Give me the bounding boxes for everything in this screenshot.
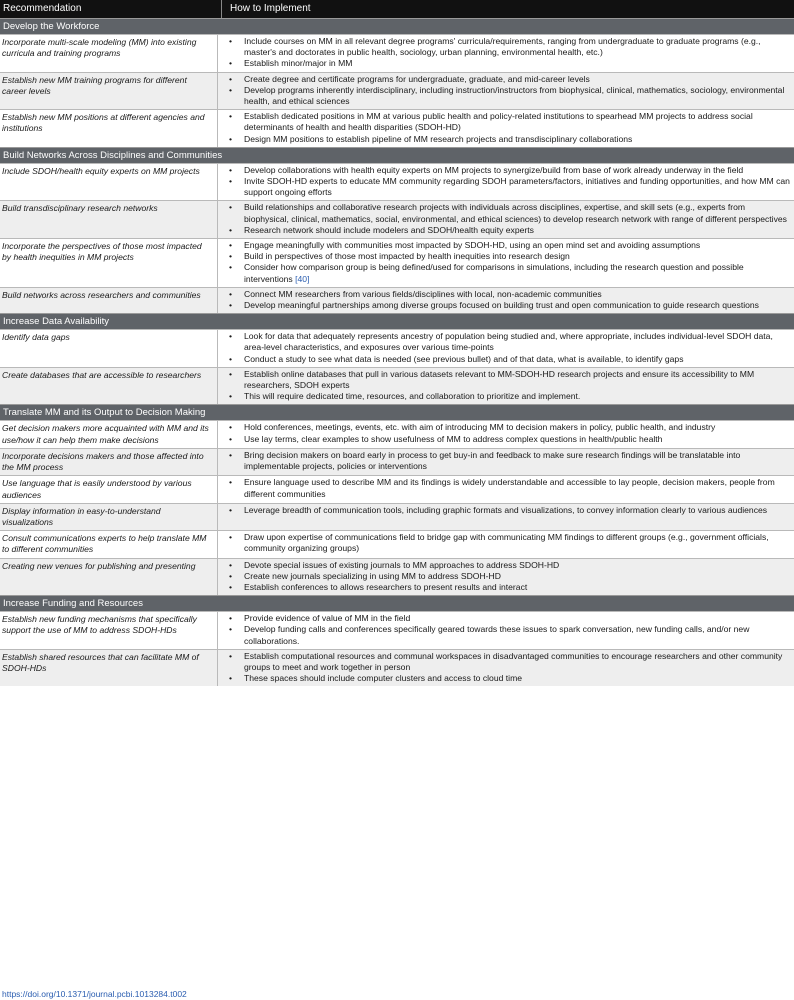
list-item-text: Establish conferences to allows researchers to present results and interact [244,581,528,592]
list-item-text: Invite SDOH-HD experts to educate MM community regarding SDOH parameters/factors, initiatives and funding opportunities, and how MM can support ongoing efforts [244,176,790,198]
list-item-text: Look for data that adequately represents ancestry of population being studied and, where appropriate, includes individual-level SDOH data, area-level characteristics, and exposures over various time-points [244,331,773,353]
list-item-text: Engage meaningfully with communities most impacted by SDOH-HD, using an open mind set and avoiding assumptions [244,240,701,251]
list-item-text: Establish computational resources and communal workspaces in disadvantaged communities to encourage researchers and other community groups to meet and work together in person [244,650,783,672]
list-item-text: Establish dedicated positions in MM at various public health and policy-related institutions to spearhead MM projects to address social determinants of health and health disparities (SDOH-HD) [244,111,753,133]
table-row [0,530,794,557]
list-item-text: Build relationships and collaborative research projects with individuals across disciplines, expertise, and skill sets (e.g., experts from biophysical, clinical, mathematics, social, environmental, and ethical sciences) to develop research network with range of different perspectives [244,202,787,224]
implementation-cell [218,559,794,596]
table-row [0,200,794,238]
table-row [0,238,794,287]
list-item-text: Establish online databases that pull in various datasets relevant to MM-SDOH-HD research projects and ensure its accessibility to MM researchers, SDOH experts [244,368,755,391]
list-item [222,571,790,582]
implementation-cell [218,421,794,447]
implementation-list [222,505,790,516]
recommendation-cell: Consult communications experts to help translate MM to different communities [0,531,218,557]
table-row [0,649,794,687]
table-row [0,558,794,596]
table-row [0,34,794,72]
implementation-cell [218,110,794,147]
table-row [0,420,794,447]
list-item-text: Include courses on MM in all relevant degree programs' curricula/requirements, ranging from undergraduate to graduate programs (e.g., master's and doctorates in public health, sociology, urban planning, environmental health, etc.) [244,36,761,58]
implementation-cell [218,73,794,110]
list-item-text: Create new journals specializing in using MM to address SDOH-HD [244,570,501,581]
list-item [222,369,790,391]
implementation-list [222,369,790,403]
list-item [222,331,790,353]
list-item-text: Use lay terms, clear examples to show usefulness of MM to address complex questions in health/public health [244,433,663,444]
implementation-cell [218,368,794,405]
header-recommendation: Recommendation [0,0,222,18]
recommendation-cell: Establish shared resources that can facilitate MM of SDOH-HDs [0,650,218,687]
list-item [222,434,790,445]
list-item [222,624,790,646]
table-body [0,18,794,686]
list-item [222,262,790,284]
recommendation-cell: Establish new MM positions at different agencies and institutions [0,110,218,147]
list-item [222,354,790,365]
list-item-text: Build in perspectives of those most impacted by health inequities into research design [244,251,570,262]
recommendation-cell: Establish new MM training programs for different career levels [0,73,218,110]
list-item-text: Connect MM researchers from various fields/disciplines with local, non-academic communities [244,288,602,299]
implementation-list [222,532,790,554]
implementation-list [222,560,790,594]
implementation-list [222,165,790,199]
list-item-text: Consider how comparison group is being defined/used for comparisons in simulations, including the research question and possible interventions [244,262,744,284]
list-item-text: Develop meaningful partnerships among diverse groups focused on building trust and open communication to guide research questions [244,300,759,311]
recommendation-cell: Get decision makers more acquainted with MM and its use/how it can help them make decisions [0,421,218,447]
implementation-list [222,289,790,311]
recommendation-cell: Display information in easy-to-understand visualizations [0,504,218,530]
list-item [222,673,790,684]
implementation-cell [218,476,794,502]
list-item [222,560,790,571]
implementation-cell [218,330,794,367]
list-item-text: Devote special issues of existing journals to MM approaches to address SDOH-HD [244,559,560,570]
section-header: Translate MM and its Output to Decision Making [0,404,794,420]
implementation-list [222,240,790,285]
recommendation-cell: Use language that is easily understood by various audiences [0,476,218,502]
source-doi-link[interactable]: https://doi.org/10.1371/journal.pcbi.1013284.t002 [2,989,187,999]
recommendation-cell: Incorporate the perspectives of those most impacted by health inequities in MM projects [0,239,218,287]
list-item [222,74,790,85]
list-item-text: Establish minor/major in MM [244,58,353,69]
implementation-list [222,36,790,70]
list-item [222,176,790,198]
implementation-list [222,613,790,647]
implementation-cell [218,239,794,287]
list-item [222,422,790,433]
list-item [222,289,790,300]
list-item [222,251,790,262]
list-item [222,505,790,516]
implementation-list [222,477,790,499]
implementation-cell [218,531,794,557]
list-item [222,225,790,236]
table-row [0,367,794,405]
implementation-cell [218,504,794,530]
list-item-text: Provide evidence of value of MM in the field [244,613,411,624]
list-item [222,477,790,499]
table-row [0,503,794,530]
section-header: Increase Data Availability [0,313,794,329]
citation-link[interactable]: [40] [295,273,310,284]
recommendation-cell: Incorporate multi-scale modeling (MM) into existing curricula and training programs [0,35,218,72]
section-header: Develop the Workforce [0,18,794,34]
implementation-list [222,202,790,236]
table-row [0,287,794,313]
table-header [0,0,794,18]
implementation-list [222,331,790,365]
section-header: Build Networks Across Disciplines and Communities [0,147,794,163]
recommendation-cell: Include SDOH/health equity experts on MM projects [0,164,218,201]
list-item-text: Hold conferences, meetings, events, etc. with aim of introducing MM to decision makers in policy, public health, and industry [244,422,716,433]
recommendation-cell: Create databases that are accessible to researchers [0,368,218,405]
list-item-text: Conduct a study to see what data is needed (see previous bullet) and of that data, what is available, to identify gaps [244,353,684,364]
list-item [222,582,790,593]
list-item [222,240,790,251]
list-item-text: Leverage breadth of communication tools, including graphic formats and visualizations, to convey information clearly to various audiences [244,504,768,515]
list-item [222,651,790,673]
list-item-text: This will require dedicated time, resources, and collaboration to prioritize and implement. [244,391,581,402]
list-item-text: Develop collaborations with health equity experts on MM projects to synergize/build from base of work already underway in the field [244,164,744,175]
table-row [0,611,794,649]
implementation-cell [218,288,794,313]
implementation-list [222,422,790,444]
list-item-text: These spaces should include computer clusters and access to cloud time [244,673,523,684]
list-item-text: Design MM positions to establish pipeline of MM research projects and transdisciplinary collaborations [244,133,633,144]
list-item-text: Create degree and certificate programs for undergraduate, graduate, and mid-career levels [244,73,590,84]
list-item [222,111,790,133]
list-item [222,450,790,472]
list-item [222,165,790,176]
table-row [0,163,794,201]
header-how-to-implement: How to Implement [230,3,311,14]
list-item [222,532,790,554]
implementation-list [222,651,790,685]
table-row [0,448,794,475]
section-header: Increase Funding and Resources [0,595,794,611]
list-item-text: Bring decision makers on board early in process to get buy-in and feedback to make sure research findings will be translatable into implementable projects, policies or interventions [244,449,741,472]
table-row [0,72,794,110]
table-row [0,329,794,367]
implementation-list [222,450,790,472]
implementation-cell [218,35,794,72]
list-item [222,134,790,145]
list-item-text: Research network should include modelers and SDOH/health equity experts [244,224,534,235]
implementation-list [222,74,790,108]
list-item-text: Draw upon expertise of communications field to bridge gap with communicating MM findings to different groups (e.g., government officials, community organizing groups) [244,532,769,554]
list-item-text: Ensure language used to describe MM and its findings is widely understandable and accessible to lay people, decision makers, people from different communities [244,477,775,499]
recommendation-cell: Build transdisciplinary research networks [0,201,218,238]
recommendation-cell: Creating new venues for publishing and presenting [0,559,218,596]
implementation-cell [218,449,794,475]
implementation-cell [218,612,794,649]
recommendation-cell: Incorporate decisions makers and those affected into the MM process [0,449,218,475]
implementation-cell [218,650,794,687]
list-item [222,391,790,402]
list-item-text: Develop programs inherently interdisciplinary, including instruction/instructors from biophysical, clinical, mathematics, sociology, environmental health, and ethical sciences [244,84,785,107]
implementation-cell [218,164,794,201]
table-row [0,109,794,147]
table-row [0,475,794,502]
list-item [222,36,790,58]
recommendation-cell: Identify data gaps [0,330,218,367]
list-item [222,613,790,624]
list-item [222,58,790,69]
list-item [222,300,790,311]
implementation-list [222,111,790,145]
list-item-text: Develop funding calls and conferences specifically geared towards these issues to spark conversation, new funding calls, and/or new collaborations. [244,624,750,646]
list-item [222,85,790,107]
recommendation-cell: Establish new funding mechanisms that specifically support the use of MM to address SDOH-HDs [0,612,218,649]
implementation-cell [218,201,794,238]
recommendation-cell: Build networks across researchers and communities [0,288,218,313]
list-item [222,202,790,224]
